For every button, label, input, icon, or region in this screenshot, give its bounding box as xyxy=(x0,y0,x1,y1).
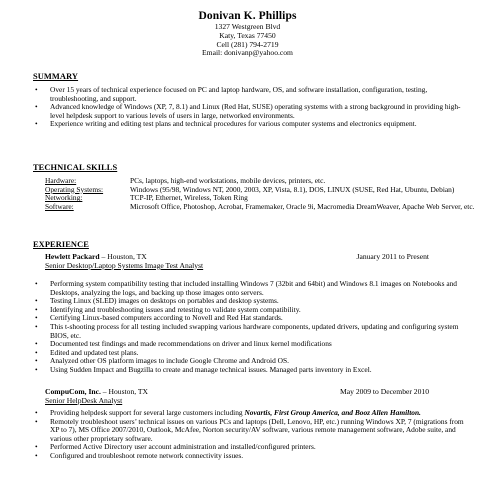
company-location: – Houston, TX xyxy=(100,387,149,396)
summary-item: • Over 15 years of technical experience focused on PC and laptop hardware, OS, and software installation, configuration, testing, troubleshooting, and support. xyxy=(33,86,473,103)
company-name: CompuCom, Inc. xyxy=(45,387,101,396)
skill-row-operating-systems xyxy=(45,186,475,195)
candidate-name: Donivan K. Phillips xyxy=(198,10,297,22)
duty-item: • Analyzed other OS platform images to include Google Chrome and Android OS. xyxy=(33,357,471,366)
duty-item: • Identifying and troubleshooting issues and retesting to validate system compatibility. xyxy=(33,306,471,315)
skills-table xyxy=(45,177,475,211)
skill-value: TCP-IP, Ethernet, Wireless, Token Ring xyxy=(130,193,248,203)
address-line-2: Katy, Texas 77450 xyxy=(219,30,276,40)
skill-value: Windows (95/98, Windows NT, 2000, 2003, XP, Vista, 8.1), DOS, LINUX (SUSE, Red Hat, Ubuntu, Debian) xyxy=(130,184,455,194)
summary-item: • Advanced knowledge of Windows (XP, 7, 8.1) and Linux (Red Hat, SUSE) operating systems with a strong background in providing high-level helpdesk support to various levels of users in large, networked environments. xyxy=(33,103,473,120)
customer-names: Novartis, First Group America, and Booz Allen Hamilton. xyxy=(244,408,421,417)
job-header-compucom xyxy=(45,388,465,406)
duty-item: • Documented test findings and made recommendations on driver and linux kernel modifications xyxy=(33,340,471,349)
skill-row-software xyxy=(45,203,475,212)
address-line-1: 1327 Westgreen Blvd xyxy=(214,22,281,31)
summary-list xyxy=(33,86,473,129)
skill-value: PCs, laptops, high-end workstations, mobile devices, printers, etc. xyxy=(130,176,326,185)
skill-label: Software: xyxy=(45,201,74,211)
duty-item: • Performed Active Directory user account administration and installed/configured printers. xyxy=(33,443,471,452)
skill-label: Hardware: xyxy=(45,176,77,185)
job-hp-duties xyxy=(33,280,471,375)
duty-item: • Certifying Linux-based computers according to Novell and Red Hat standards. xyxy=(33,314,471,323)
phone-number: Cell (281) 794-2719 xyxy=(216,39,279,49)
job-dates: January 2011 to Present xyxy=(356,252,429,261)
skill-value: Microsoft Office, Photoshop, Acrobat, Framemaker, Oracle 9i, Macromedia DreamWeaver, Apache Web Server, etc. xyxy=(130,201,475,211)
skill-label: Operating Systems: xyxy=(45,184,104,194)
skill-label: Networking: xyxy=(45,193,83,203)
duty-item: • Performing system compatibility testing that included installing Windows 7 (32bit and 64bit) and Windows 8.1 images on Notebooks and Desktops, analyzing the logs, and backing up those images onto servers. xyxy=(33,280,471,297)
duty-item: • Configured and troubleshoot remote network connectivity issues. xyxy=(33,452,471,461)
duty-item: • Testing Linux (SLED) images on desktops on portables and desktop systems. xyxy=(33,297,471,306)
job-dates: May 2009 to December 2010 xyxy=(340,387,429,396)
duty-item: • Using Sudden Impact and Bugzilla to create and manage technical issues. Managed parts inventory in Excel. xyxy=(33,366,471,375)
job-title: Senior HelpDesk Analyst xyxy=(45,395,123,405)
company-location: – Houston, TX xyxy=(99,252,147,261)
experience-heading: EXPERIENCE xyxy=(33,240,89,249)
summary-heading: SUMMARY xyxy=(33,72,79,81)
duty-item: • Edited and updated test plans. xyxy=(33,349,471,358)
duty-text: Providing helpdesk support for several large customers including xyxy=(50,408,245,417)
email-address: Email: donivanp@yahoo.com xyxy=(202,48,293,58)
job-title: Senior Desktop/Laptop Systems Image Test Analyst xyxy=(45,260,204,270)
summary-item: • Experience writing and editing test plans and technical procedures for various computer systems and electronics equipment. xyxy=(33,120,473,129)
job-header-hp xyxy=(45,253,465,271)
technical-skills-heading: TECHNICAL SKILLS xyxy=(33,163,118,172)
resume-header xyxy=(0,10,495,58)
duty-item: • This t-shooting process for all testing included swapping various hardware components, updated drivers, updating and configuring system BIOS, etc. xyxy=(33,323,471,340)
duty-item: • Remotely troubleshoot users’ technical issues on various PCs and laptops (Dell, Lenovo, HP, etc.) running Windows XP, 7 (migrations from XP to 7), MS Office 2007/2010, Outlook, McAfee, Norton security/AV software, various remote management software, Adobe suite, and various other proprietary software. xyxy=(33,418,471,444)
company-name: Hewlett Packard xyxy=(45,252,100,261)
job-compucom-duties xyxy=(33,409,471,461)
